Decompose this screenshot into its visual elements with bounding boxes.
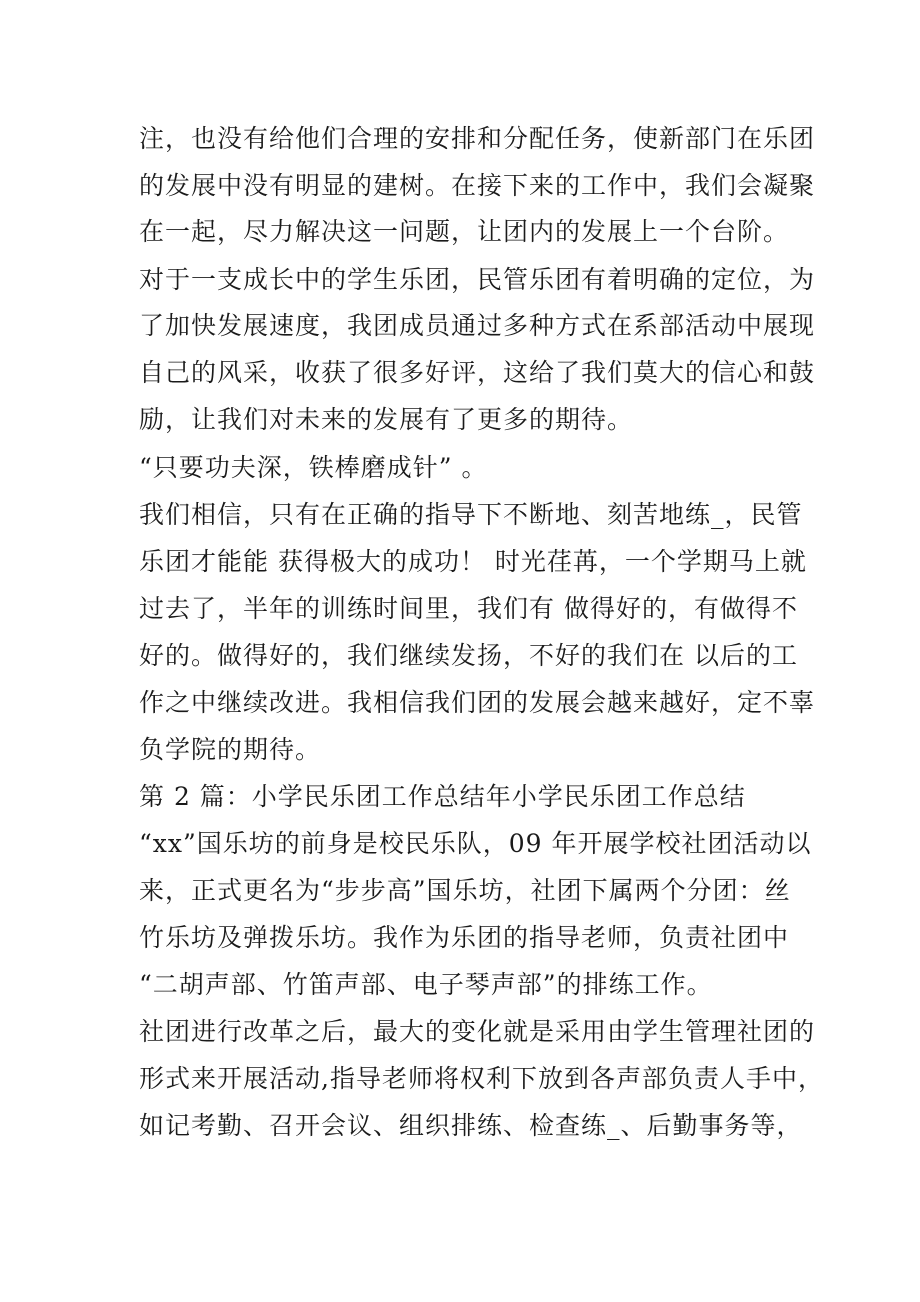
text-line: 自己的风采，收获了很多好评，这给了我们莫大的信心和鼓 xyxy=(139,358,816,387)
section-heading: 第 2 篇：小学民乐团工作总结年小学民乐团工作总结 xyxy=(139,782,746,811)
text-line: “xx”国乐坊的前身是校民乐队，09 年开展学校社团活动以 xyxy=(139,829,812,858)
text-line: 乐团才能能 获得极大的成功！ 时光荏苒，一个学期马上就 xyxy=(139,547,807,576)
text-line: 在一起，尽力解决这一问题，让团内的发展上一个台阶。 xyxy=(139,217,790,246)
text-line: 了加快发展速度，我团成员通过多种方式在系部活动中展现 xyxy=(139,311,816,340)
text-line: 来，正式更名为“步步高”国乐坊，社团下属两个分团：丝 xyxy=(139,876,791,905)
text-line: 负学院的期待。 xyxy=(139,735,322,764)
text-line: 过去了，半年的训练时间里，我们有 做得好的，有做得不 xyxy=(139,594,798,623)
text-line: 如记考勤、召开会议、组织排练、检查练_、后勤事务等， xyxy=(139,1111,803,1140)
text-line: 对于一支成长中的学生乐团，民管乐团有着明确的定位，为 xyxy=(139,265,816,294)
text-line: 社团进行改革之后，最大的变化就是采用由学生管理社团的 xyxy=(139,1017,816,1046)
text-line: 好的。做得好的，我们继续发扬，不好的我们在 以后的工 xyxy=(139,641,798,670)
text-line: 励，让我们对未来的发展有了更多的期待。 xyxy=(139,405,634,434)
text-line: 作之中继续改进。我相信我们团的发展会越来越好，定不辜 xyxy=(139,688,816,717)
text-line: 我们相信，只有在正确的指导下不断地、刻苦地练_，民管 xyxy=(139,500,803,529)
text-line: 竹乐坊及弹拨乐坊。我作为乐团的指导老师，负责社团中 xyxy=(139,923,790,952)
quote-line: “只要功夫深，铁棒磨成针” 。 xyxy=(139,453,488,482)
text-line: 的发展中没有明显的建树。在接下来的工作中，我们会凝聚 xyxy=(139,171,816,200)
text-line: “二胡声部、竹笛声部、电子琴声部”的排练工作。 xyxy=(139,970,713,999)
text-line: 注，也没有给他们合理的安排和分配任务，使新部门在乐团 xyxy=(139,124,816,153)
text-line: 形式来开展活动,指导老师将权利下放到各声部负责人手中， xyxy=(139,1064,824,1093)
